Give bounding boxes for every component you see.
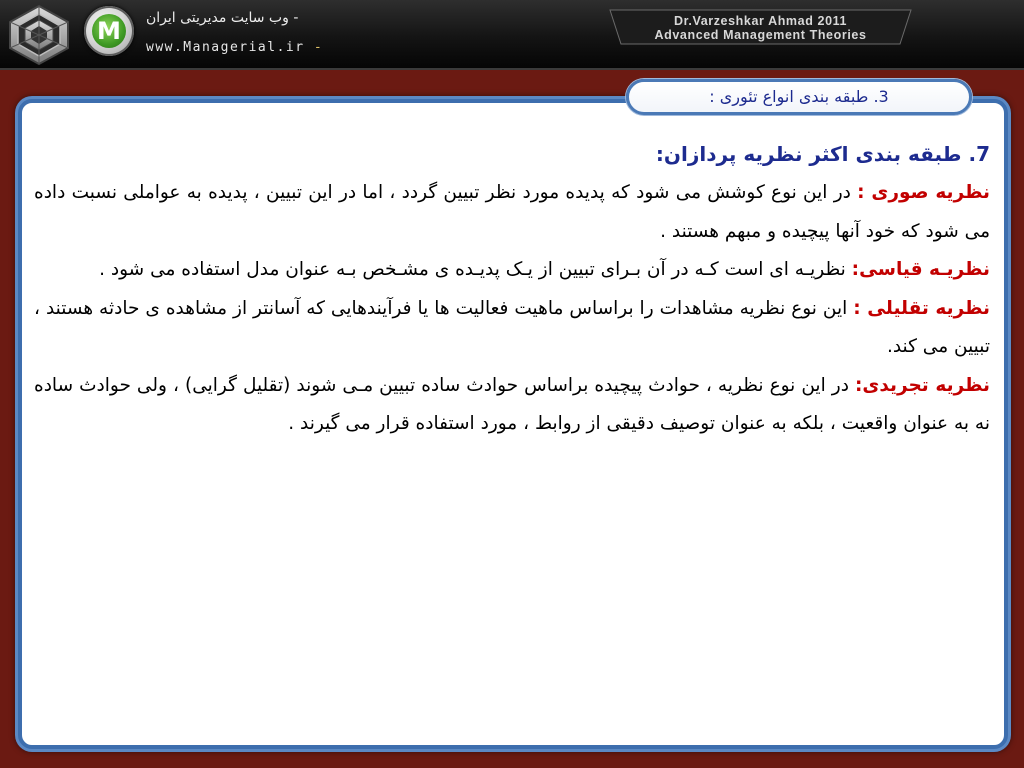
paragraph-reductive-theory (34, 290, 990, 367)
site-url: www.Managerial.ir - (146, 40, 324, 55)
slide-heading: 7. طبقه بندی اکثر نظریه پردازان: (655, 142, 990, 166)
definition-reductive-theory: این نوع نظریه مشاهدات را براساس ماهیت فعالیت ها یا فرآیندهایی که آسانتر از مشاهده ی حادثه هستند ، تبیین می کند. (34, 297, 990, 357)
paragraph-formal-theory (34, 174, 990, 251)
term-analogical-theory: نظریـه قیاسی: (851, 259, 990, 280)
course-title: Advanced Management Theories (654, 28, 867, 42)
section-title-pill: 3. طبقه بندی انواع تئوری : (626, 79, 972, 115)
term-reductive-theory: نظریه تقلیلی : (853, 297, 990, 319)
definition-formal-theory: در این نوع کوشش می شود که پدیده مورد نظر تبیین گردد ، اما در این تبیین ، پدیده به عواملی نسبت داده می شود که خود آنها پیچیده و مبهم هستند . (34, 182, 990, 242)
paragraph-abstract-theory (34, 367, 990, 444)
term-abstract-theory: نظریه تجریدی: (854, 374, 990, 396)
definition-analogical-theory: نظریـه ای است کـه در آن بـرای تبیین از یـک پدیـده ی مشـخص بـه عنوان مدل استفاده می شود . (99, 259, 852, 280)
site-name-persian: - وب سایت مدیریتی ایران (146, 10, 299, 26)
paragraph-analogical-theory (34, 251, 990, 290)
m-logo-letter: M (92, 14, 126, 48)
course-title-block (608, 14, 913, 42)
term-formal-theory: نظریه صوری : (857, 182, 990, 203)
managerial-emblem-logo (2, 2, 76, 66)
author-line: Dr.Varzeshkar Ahmad 2011 (673, 14, 848, 28)
slide-body (34, 134, 990, 444)
definition-abstract-theory: در این نوع نظریه ، حوادث پیچیده براساس حوادث ساده تبیین مـی شوند (تقلیل گرایی) ، ولی حوادث ساده نه به عنوان واقعیت ، بلکه به عنوان توصیف دقیقی از روابط ، مورد استفاده قرار می گیرند . (34, 374, 990, 434)
site-url-text: www.Managerial.ir (146, 40, 305, 55)
m-circle-logo (84, 6, 134, 56)
header-bar (0, 0, 1024, 70)
